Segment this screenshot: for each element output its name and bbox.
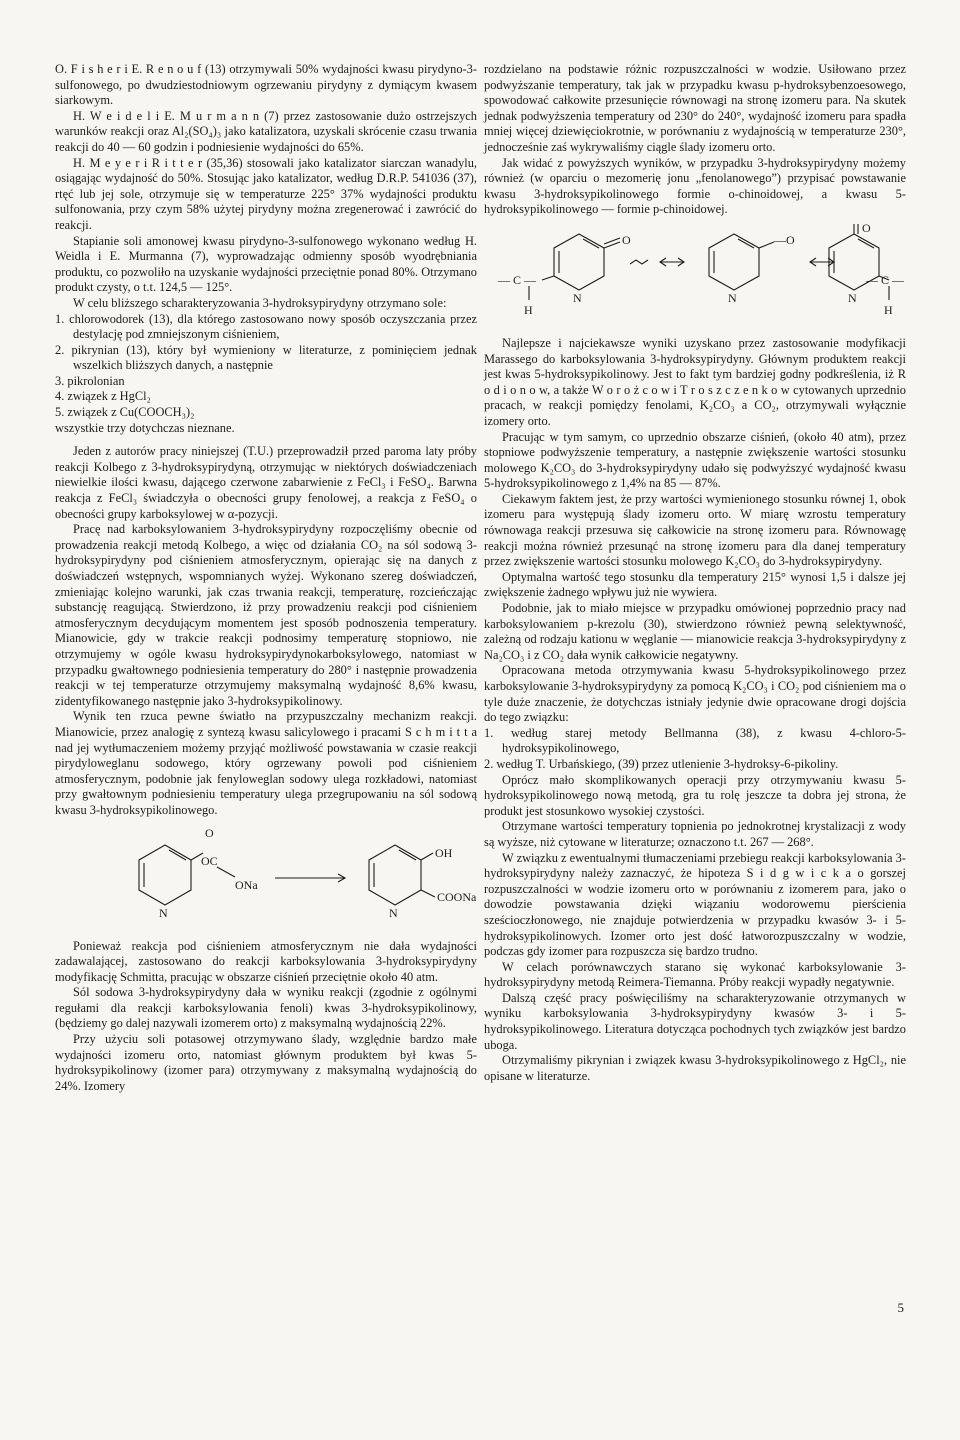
paragraph: Opracowana metoda otrzymywania kwasu 5-hydroksypikolinowego przez karboksylowanie 3-hydroksypirydyny za pomocą K₂CO₃ i CO₂ pod ciśnieniem ma o tyle duże znaczenie, że dotychczas istniały jedynie dwie opracowane drogi dojścia do tego związku: [484,663,906,725]
paragraph: Jeden z autorów pracy niniejszej (T.U.) przeprowadził przed paroma laty próby reakcji Kolbego z 3-hydroksypirydyną, otrzymując w niektórych doświadczeniach niewielkie ilości kwasu, dającego czerwone zabarwienie z FeCl₃ i FeSO₄. Barwna reakcja z FeCl₃ świadczyła o obecności grupy fenolowej, a reakcja z FeSO₄ o obecności grupy karboksylowej w α-pozycji. [55,444,477,521]
atom-label: ONa [235,877,258,892]
paragraph: Oprócz mało skomplikowanych operacji przy otrzymywaniu kwasu 5-hydroksypikolinowego nową metodą, gra tu rolę jeszcze ta dobra jej strona, że produkt jest stosunkowo wysokiej czystości. [484,772,906,818]
atom-label: COONa [437,889,477,904]
paragraph: Wynik ten rzuca pewne światło na przypuszczalny mechanizm reakcji. Mianowicie, przez analogię z syntezą kwasu salicylowego i pracami S c h m i t t a nad jej wytłumaczeniem możemy przyjąć możliwość powstawania w czasie reakcji pirydyloweglanu sodowego, który ogrzewany powoli pod ciśnieniem atmosferycznym, podobnie jak fenyloweglan sodowy ulega rozkładowi, natomiast przy gwałtownym podniesieniu temperatury ulega przegrupowaniu na sól sodową kwasu 3-hydroksypikolinowego. [55,709,477,817]
list-item: 2. pikrynian (13), który był wymieniony w literaturze, z pominięciem jednak wszelkich bliższych danych, a następnie [55,342,477,373]
atom-label: N [389,905,398,920]
paragraph: Najlepsze i najciekawsze wyniki uzyskano przez zastosowanie modyfikacji Marassego do karboksylowania 3-hydroksypirydyny. Głównym produktem reakcji jest kwas 5-hydroksypikolinowy. Jest to fakt tym bardziej godny podkreślenia, iż R o d i o n o w, a także W o r o ż c o w i T r o s z c z e n k o w cytowanych uprzednio pracach, w reakcji pomiędzy fenolami, K₂CO₃ a CO₂, otrzymywali wyłącznie izomery orto. [484,335,906,428]
paragraph: Dalszą część pracy poświęciliśmy na scharakteryzowanie otrzymanych w wyniku karboksylowania 3-hydroksypirydyny kwasów 3- i 5-hydroksypikolinowego. Literatura dotycząca pochodnych tych związków jest bardzo uboga. [484,990,906,1052]
atom-label: — C — [498,272,537,287]
paragraph: Stapianie soli amonowej kwasu pirydyno-3-sulfonowego wykonano według H. Weidla i E. Murmanna (7), wyprowadzając odmienny sposób wyodrębniania produktu, co pozwoliło na uzyskanie wydajności przeciętnie ponad 80%. Otrzymano produkt czysty, o t.t. 124,5 — 125°. [55,233,477,295]
paragraph: Optymalna wartość tego stosunku dla temperatury 215° wynosi 1,5 i dalsze jej zwiększenie żadnego wpływu już nie wywiera. [484,569,906,600]
paragraph: W związku z ewentualnymi tłumaczeniami przebiegu reakcji karboksylowania 3-hydroksypirydyny należy zaznaczyć, że hipoteza S i d g w i c k a o gorszej rozpuszczalności w wodzie izomeru orto w porównaniu z izomerem para, jako o dowodzie powstawania dzięki wiązaniu wodorowemu pierścienia sześcioczłonowego, nie znajduje potwierdzenia w przypadku kwasów 3- i 5-hydroksypikolinowych. Izomer orto jest dość łatworozpuszczalny w wodzie, podczas gdy izomer para rozpuszcza się bardzo trudno. [484,850,906,959]
list-item: 1. według starej metody Bellmanna (38), z kwasu 4-chloro-5-hydroksypikolinowego, [484,725,906,756]
paragraph: W celu bliższego scharakteryzowania 3-hydroksypirydyny otrzymano sole: [73,295,447,310]
atom-label: H [524,302,533,317]
paragraph: rozdzielano na podstawie różnic rozpuszczalności w wodzie. Usiłowano przez podwyższanie temperatury, tak jak w przypadku kwasu p-hydroksybenzoesowego, spowodować całkowite przesunięcie równowagi na stronę izomeru para. Na skutek jednak podwyższenia temperatury od 230° do 240°, wydajność izomeru para spadła mniej więcej dziewięciokrotnie, w porównaniu z wydajnością w temperaturze 230°, jednocześnie zaś wykrywaliśmy ciągle ślady izomeru orto. [484,62,906,154]
atom-label: OH [435,845,453,860]
atom-label: — C — [866,272,905,287]
list-item: 4. związek z HgCl₂ [55,389,151,404]
page-number: 5 [897,1300,904,1315]
paragraph: wszystkie trzy dotychczas nieznane. [55,420,235,435]
paragraph: Ponieważ reakcja pod ciśnieniem atmosferycznym nie dała wydajności zadawalającej, zastosowano do reakcji karboksylowania 3-hydroksypirydyny modyfikację Schmitta, pracując w obszarze ciśnień przeciętnie około 40 atm. [55,938,477,984]
paragraph: Sól sodowa 3-hydroksypirydyny dała w wyniku reakcji (zgodnie z ogólnymi regułami dla reakcji karboksylowania fenoli) kwas 3-hydroksypikolinowy, (będziemy go dalej nazywali izomerem orto) z maksymalną wydajnością 22%. [55,985,477,1031]
left-column [55,62,477,1094]
paragraph: W celach porównawczych starano się wykonać karboksylowanie 3-hydroksypirydyny metodą Reimera-Tiemanna. Próby reakcji wypadły negatywnie. [484,959,906,990]
atom-label: O [622,232,631,247]
list-item: 1. chlorowodorek (13), dla którego zastosowano nowy sposób oczyszczania przez destylację pod zmniejszonym ciśnieniem, [55,311,477,342]
list-item: 3. pikrolonian [55,373,125,388]
right-column [484,62,906,1084]
paragraph: Przy użyciu soli potasowej otrzymywano ślady, względnie bardzo małe wydajności izomeru orto, natomiast głównym produktem był kwas 5-hydroksypikolinowy (izomer para) otrzymywany z maksymalną wydajnością do 24%. Izomery [55,1032,477,1093]
atom-label: O [205,825,214,840]
list-item: 5. związek z Cu(COOCH₃)₂ [55,405,195,420]
paragraph: Pracując w tym samym, co uprzednio obszarze ciśnień, (około 40 atm), przez stopniowe podwyższenie temperatury, a następnie zwiększenie wartości stosunku molowego K₂CO₃ do 3-hydroksypirydyny udało się podwyższyć wydajność kwasu 5-hydroksypikolinowego z 1,4% na 85 — 87%. [484,429,906,491]
paragraph: Jak widać z powyższych wyników, w przypadku 3-hydroksypirydyny możemy również (w oparciu o mezomerię jonu „fenolanowego”) przypisać powstawanie kwasu 3-hydroksypikolinowego formie o-chinoidowej, a kwasu 5-hydroksypikolinowego — formie p-chinoidowej. [484,155,906,217]
atom-label: H [884,302,893,317]
atom-label: N [728,290,737,305]
reaction-scheme-kolbe [55,823,477,933]
paragraph: Otrzymaliśmy pikrynian i związek kwasu 3-hydroksypikolinowego z HgCl₂, nie opisane w literaturze. [484,1053,906,1083]
paragraph: Otrzymane wartości temperatury topnienia po jednokrotnej krystalizacji z wody są wyższe, niż cytowane w literaturze; oznaczono t.t. 267 — 268°. [484,819,906,849]
paragraph: H. M e y e r i R i t t e r (35,36) stosowali jako katalizator siarczan wanadylu, osiągając wydajność do 50%. Stosując jako katalizator, według D.R.P. 541036 (37), rtęć lub jej sole, otrzymuje się w temperaturze 225° 37% wydajności produktu sulfonowania, przy czym 58% użytej pirydyny można zregenerować i zawrócić do reakcji. [55,155,477,232]
atom-label: N [159,905,168,920]
paragraph: O. F i s h e r i E. R e n o u f (13) otrzymywali 50% wydajności kwasu pirydyno-3-sulfonowego, po dwudziestodniowym ogrzewaniu pirydyny z dymiącym kwasem siarkowym. [55,62,477,108]
paragraph: Podobnie, jak to miało miejsce w przypadku omówionej poprzednio pracy nad karboksylowaniem p-krezolu (30), stwierdzono również pewną selektywność, zależną od rodzaju kationu w węglanie — mianowicie reakcja 3-hydroksypirydyny z Na₂CO₃ i z CO₂ dała wynik całkowicie negatywny. [484,601,906,662]
paragraph: Pracę nad karboksylowaniem 3-hydroksypirydyny rozpoczęliśmy obecnie od prowadzenia reakcji metodą Kolbego, a więc od działania CO₂ na sól sodową 3-hydroksypirydyny pod ciśnieniem atmosferycznym, opierając się na danych z doświadczeń wstępnych, wspomnianych wyżej. Wykonano szereg doświadczeń, zmieniając kolejno warunki, jak czas trwania reakcji, temperaturę, rozcieńczając substancję reagującą. Stwierdzono, iż przy prowadzeniu reakcji pod ciśnieniem atmosferycznym decydującym momentem jest sposób podnoszenia temperatury. Mianowicie, gdy w trakcie reakcji podnosimy temperaturę stopniowo, nie otrzymujemy w ogóle kwasu hydroksypirydynokarboksylowego, natomiast w przypadku gwałtownego podniesienia temperatury do 280° i następnie prowadzenia reakcji w tej temperaturze otrzymujemy maksymalną wydajność 8,6% kwasu, zidentyfikowanego następnie jako 3-hydroksypikolinowy. [55,522,477,708]
paragraph: H. W e i d e l i E. M u r m a n n (7) przez zastosowanie dużo ostrzejszych warunków reakcji oraz Al₂(SO₄)₃ jako katalizatora, uzyskali skrócenie czasu trwania reakcji do 40 — 60 godzin i podniesienie wydajności do 65%. [55,108,477,154]
list-item: 2. według T. Urbańskiego, (39) przez utlenienie 3-hydroksy-6-pikoliny. [484,756,839,771]
atom-label: O [862,221,871,235]
atom-label: —O [774,232,795,247]
paragraph: Ciekawym faktem jest, że przy wartości wymienionego stosunku równej 1, obok izomeru para występują ślady izomeru orto. W miarę wzrostu temperatury równowaga reakcji przesuwa się całkowicie na stronę izomeru para. Równowagę reakcji można również przesunąć na stronę izomeru para dla danej temperatury przez zwiększenie wartości stosunku molowego K₂CO₃ do 3-hydroksypirydyny. [484,491,906,569]
atom-label: OC [201,853,218,868]
atom-label: N [848,290,857,305]
atom-label: N [573,290,582,305]
mesomer-scheme [484,222,906,330]
